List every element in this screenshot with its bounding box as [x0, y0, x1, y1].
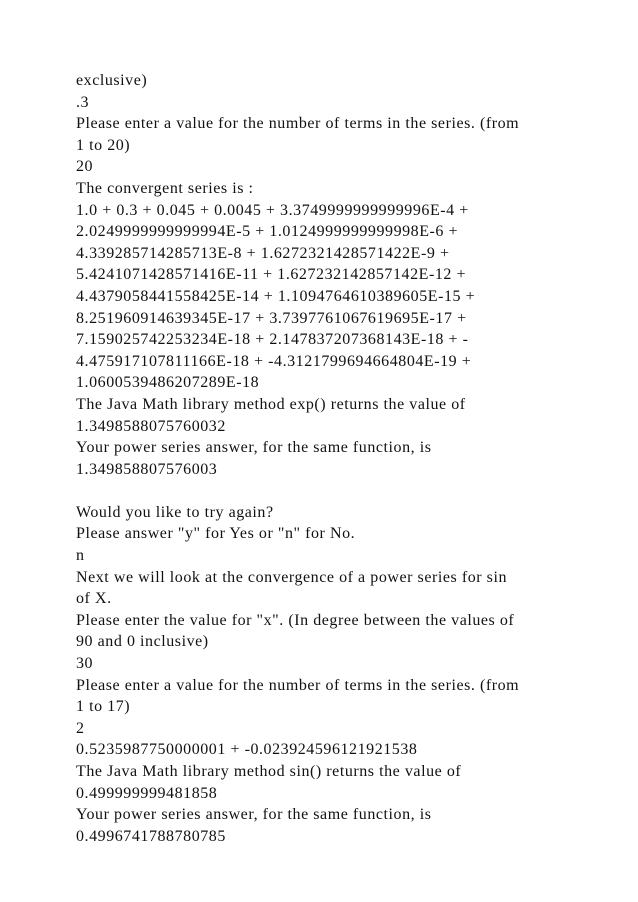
text-line: exclusive) — [76, 72, 148, 89]
text-line: 2.0249999999999994E-5 + 1.0124999999999998E-6 + — [76, 223, 459, 241]
text-line: 4.4379058441558425E-14 + 1.1094764610389605E-15 + — [76, 287, 476, 305]
text-line: 30 — [76, 655, 94, 673]
text-line: n — [76, 547, 85, 565]
text-line: Would you like to try again? — [76, 503, 274, 521]
text-line: 1.349858807576003 — [76, 460, 218, 478]
text-line: Your power series answer, for the same function, is — [76, 806, 432, 824]
text-line: 2 — [76, 719, 85, 737]
text-line: Your power series answer, for the same function, is — [76, 439, 432, 457]
console-output-text — [76, 70, 596, 847]
text-line: 1.0600539486207289E-18 — [76, 374, 260, 392]
text-line: 20 — [76, 158, 94, 176]
text-line: 90 and 0 inclusive) — [76, 633, 209, 651]
text-line: Next we will look at the convergence of a power series for sin — [76, 568, 508, 586]
text-line: of X. — [76, 590, 112, 608]
text-line: 5.4241071428571416E-11 + 1.627232142857142E-12 + — [76, 266, 467, 284]
text-line: 1.0 + 0.3 + 0.045 + 0.0045 + 3.3749999999999996E-4 + — [76, 201, 469, 219]
text-line: 1 to 17) — [76, 698, 131, 716]
text-line: .3 — [76, 93, 90, 111]
text-line: 4.339285714285713E-8 + 1.6272321428571422E-9 + — [76, 244, 450, 262]
text-line: Please answer "y" for Yes or "n" for No. — [76, 525, 356, 543]
text-line: The convergent series is : — [76, 179, 254, 197]
text-line: The Java Math library method sin() returns the value of — [76, 763, 462, 780]
text-line: 1 to 20) — [76, 136, 131, 154]
text-line: The Java Math library method exp() returns the value of — [76, 395, 466, 413]
text-line: 7.159025742253234E-18 + 2.147837207368143E-18 + - — [76, 331, 469, 349]
text-line: 4.475917107811166E-18 + -4.3121799694664804E-19 + — [76, 352, 472, 370]
blank-line — [76, 480, 596, 502]
text-line: 1.3498588075760032 — [76, 417, 226, 435]
text-line: 0.499999999481858 — [76, 784, 218, 802]
text-line: Please enter a value for the number of terms in the series. (from — [76, 115, 520, 133]
text-line: Please enter a value for the number of terms in the series. (from — [76, 676, 520, 694]
text-line: 8.251960914639345E-17 + 3.7397761067619695E-17 + — [76, 309, 467, 327]
text-line: 0.4996741788780785 — [76, 827, 226, 845]
text-line: Please enter the value for "x". (In degree between the values of — [76, 611, 515, 629]
text-line: 0.5235987750000001 + -0.023924596121921538 — [76, 741, 418, 759]
